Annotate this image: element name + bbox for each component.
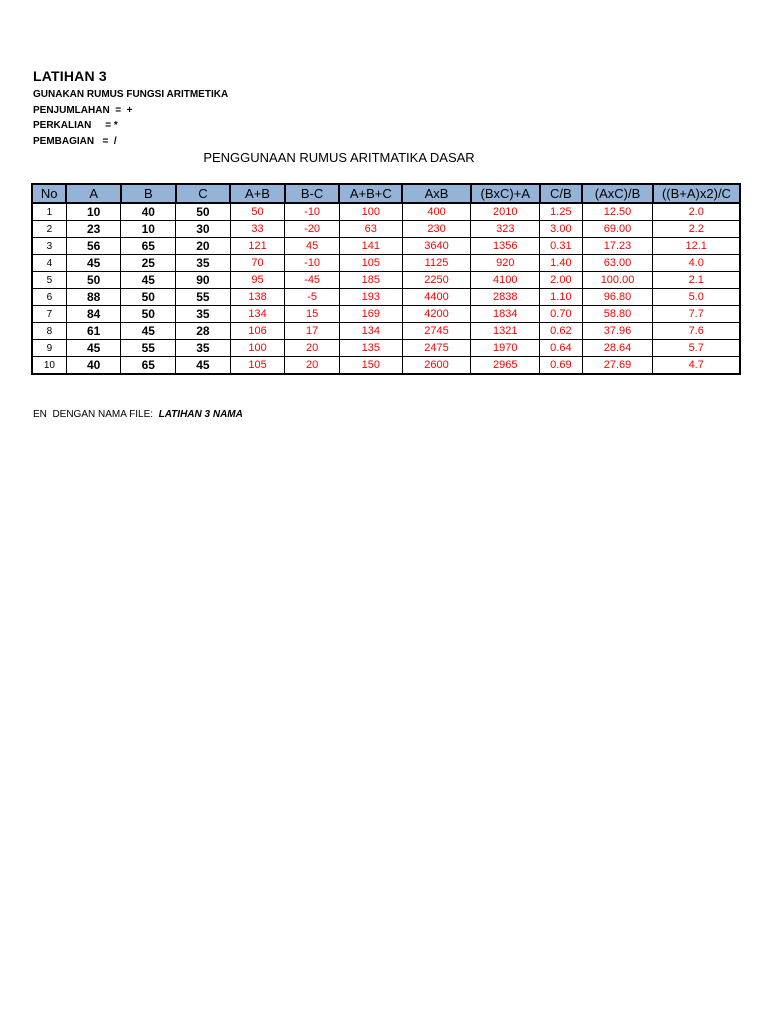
result-cell: 920 [471, 255, 540, 272]
result-cell: 50 [230, 203, 285, 221]
input-cell: 50 [66, 272, 121, 289]
result-cell: -45 [285, 272, 340, 289]
result-cell: 1321 [471, 323, 540, 340]
result-cell: 17 [285, 323, 340, 340]
result-cell: 106 [230, 323, 285, 340]
table-header-row [32, 184, 740, 203]
input-cell: 56 [66, 238, 121, 255]
row-number-cell: 1 [32, 203, 66, 221]
input-cell: 10 [121, 221, 176, 238]
result-cell: 15 [285, 306, 340, 323]
result-cell: 138 [230, 289, 285, 306]
result-cell: 4.0 [653, 255, 740, 272]
column-header: B-C [285, 184, 340, 203]
result-cell: 63.00 [582, 255, 653, 272]
result-cell: 1834 [471, 306, 540, 323]
result-cell: -10 [285, 203, 340, 221]
result-cell: -20 [285, 221, 340, 238]
result-cell: 0.62 [540, 323, 582, 340]
input-cell: 65 [121, 238, 176, 255]
table-row [32, 306, 740, 323]
input-cell: 20 [176, 238, 231, 255]
input-cell: 88 [66, 289, 121, 306]
result-cell: 20 [285, 357, 340, 375]
result-cell: 0.31 [540, 238, 582, 255]
input-cell: 28 [176, 323, 231, 340]
result-cell: 169 [339, 306, 402, 323]
result-cell: 1125 [402, 255, 471, 272]
input-cell: 35 [176, 255, 231, 272]
input-cell: 65 [121, 357, 176, 375]
result-cell: 185 [339, 272, 402, 289]
column-header: AxB [402, 184, 471, 203]
result-cell: 4100 [471, 272, 540, 289]
input-cell: 40 [66, 357, 121, 375]
row-number-cell: 4 [32, 255, 66, 272]
result-cell: 323 [471, 221, 540, 238]
result-cell: 70 [230, 255, 285, 272]
input-cell: 45 [66, 255, 121, 272]
result-cell: 37.96 [582, 323, 653, 340]
input-cell: 35 [176, 306, 231, 323]
result-cell: 141 [339, 238, 402, 255]
input-cell: 84 [66, 306, 121, 323]
result-cell: 1.10 [540, 289, 582, 306]
row-number-cell: 5 [32, 272, 66, 289]
result-cell: 105 [230, 357, 285, 375]
result-cell: 7.6 [653, 323, 740, 340]
row-number-cell: 6 [32, 289, 66, 306]
result-cell: 4400 [402, 289, 471, 306]
input-cell: 61 [66, 323, 121, 340]
result-cell: 100 [230, 340, 285, 357]
row-number-cell: 3 [32, 238, 66, 255]
footer-note [33, 409, 243, 420]
result-cell: 100.00 [582, 272, 653, 289]
result-cell: 2.00 [540, 272, 582, 289]
result-cell: 20 [285, 340, 340, 357]
column-header: A+B+C [339, 184, 402, 203]
result-cell: 17.23 [582, 238, 653, 255]
input-cell: 50 [121, 289, 176, 306]
result-cell: 1.40 [540, 255, 582, 272]
result-cell: 3.00 [540, 221, 582, 238]
result-cell: 2010 [471, 203, 540, 221]
input-cell: 23 [66, 221, 121, 238]
result-cell: 12.50 [582, 203, 653, 221]
footer-filename: LATIHAN 3 NAMA [158, 409, 243, 420]
footer-prefix: EN DENGAN NAMA FILE: [33, 409, 159, 420]
input-cell: 90 [176, 272, 231, 289]
result-cell: 1.25 [540, 203, 582, 221]
row-number-cell: 8 [32, 323, 66, 340]
result-cell: 135 [339, 340, 402, 357]
instruction-line: GUNAKAN RUMUS FUNGSI ARITMETIKA [33, 89, 229, 100]
result-cell: 105 [339, 255, 402, 272]
table-row [32, 340, 740, 357]
input-cell: 35 [176, 340, 231, 357]
table-body [32, 203, 740, 374]
result-cell: 2475 [402, 340, 471, 357]
row-number-cell: 9 [32, 340, 66, 357]
result-cell: 1356 [471, 238, 540, 255]
input-cell: 45 [121, 323, 176, 340]
result-cell: 2.2 [653, 221, 740, 238]
table-row [32, 238, 740, 255]
table-row [32, 221, 740, 238]
result-cell: 2.1 [653, 272, 740, 289]
result-cell: 0.64 [540, 340, 582, 357]
row-number-cell: 2 [32, 221, 66, 238]
result-cell: 2250 [402, 272, 471, 289]
result-cell: 134 [339, 323, 402, 340]
result-cell: 1970 [471, 340, 540, 357]
result-cell: 0.69 [540, 357, 582, 375]
result-cell: 27.69 [582, 357, 653, 375]
result-cell: 2965 [471, 357, 540, 375]
input-cell: 25 [121, 255, 176, 272]
result-cell: 95 [230, 272, 285, 289]
result-cell: 150 [339, 357, 402, 375]
result-cell: 2838 [471, 289, 540, 306]
input-cell: 45 [176, 357, 231, 375]
column-header: A+B [230, 184, 285, 203]
result-cell: 3640 [402, 238, 471, 255]
result-cell: 33 [230, 221, 285, 238]
result-cell: 45 [285, 238, 340, 255]
arithmetic-table [31, 183, 741, 375]
result-cell: 7.7 [653, 306, 740, 323]
column-header: (BxC)+A [471, 184, 540, 203]
result-cell: 121 [230, 238, 285, 255]
result-cell: -10 [285, 255, 340, 272]
input-cell: 55 [176, 289, 231, 306]
table-title: PENGGUNAAN RUMUS ARITMATIKA DASAR [203, 150, 475, 165]
table-row [32, 323, 740, 340]
result-cell: 5.0 [653, 289, 740, 306]
page-title: LATIHAN 3 [33, 68, 107, 84]
result-cell: 28.64 [582, 340, 653, 357]
table-row [32, 255, 740, 272]
input-cell: 40 [121, 203, 176, 221]
result-cell: 193 [339, 289, 402, 306]
result-cell: 230 [402, 221, 471, 238]
row-number-cell: 7 [32, 306, 66, 323]
input-cell: 50 [176, 203, 231, 221]
result-cell: -5 [285, 289, 340, 306]
input-cell: 45 [121, 272, 176, 289]
table-row [32, 289, 740, 306]
result-cell: 400 [402, 203, 471, 221]
input-cell: 50 [121, 306, 176, 323]
input-cell: 10 [66, 203, 121, 221]
result-cell: 58.80 [582, 306, 653, 323]
input-cell: 55 [121, 340, 176, 357]
column-header: C/B [540, 184, 582, 203]
instruction-line: PENJUMLAHAN = + [33, 105, 133, 116]
result-cell: 96.80 [582, 289, 653, 306]
column-header: B [121, 184, 176, 203]
table-row [32, 272, 740, 289]
input-cell: 45 [66, 340, 121, 357]
instruction-line: PEMBAGIAN = / [33, 136, 117, 147]
result-cell: 12.1 [653, 238, 740, 255]
column-header: ((B+A)x2)/C [653, 184, 740, 203]
result-cell: 0.70 [540, 306, 582, 323]
result-cell: 4200 [402, 306, 471, 323]
result-cell: 2745 [402, 323, 471, 340]
column-header: C [176, 184, 231, 203]
table-row [32, 357, 740, 375]
result-cell: 100 [339, 203, 402, 221]
column-header: A [66, 184, 121, 203]
result-cell: 69.00 [582, 221, 653, 238]
result-cell: 2600 [402, 357, 471, 375]
result-cell: 134 [230, 306, 285, 323]
result-cell: 63 [339, 221, 402, 238]
table-row [32, 203, 740, 221]
result-cell: 5.7 [653, 340, 740, 357]
result-cell: 2.0 [653, 203, 740, 221]
result-cell: 4.7 [653, 357, 740, 375]
row-number-cell: 10 [32, 357, 66, 375]
column-header: No [32, 184, 66, 203]
input-cell: 30 [176, 221, 231, 238]
column-header: (AxC)/B [582, 184, 653, 203]
instruction-line: PERKALIAN = * [33, 120, 118, 131]
